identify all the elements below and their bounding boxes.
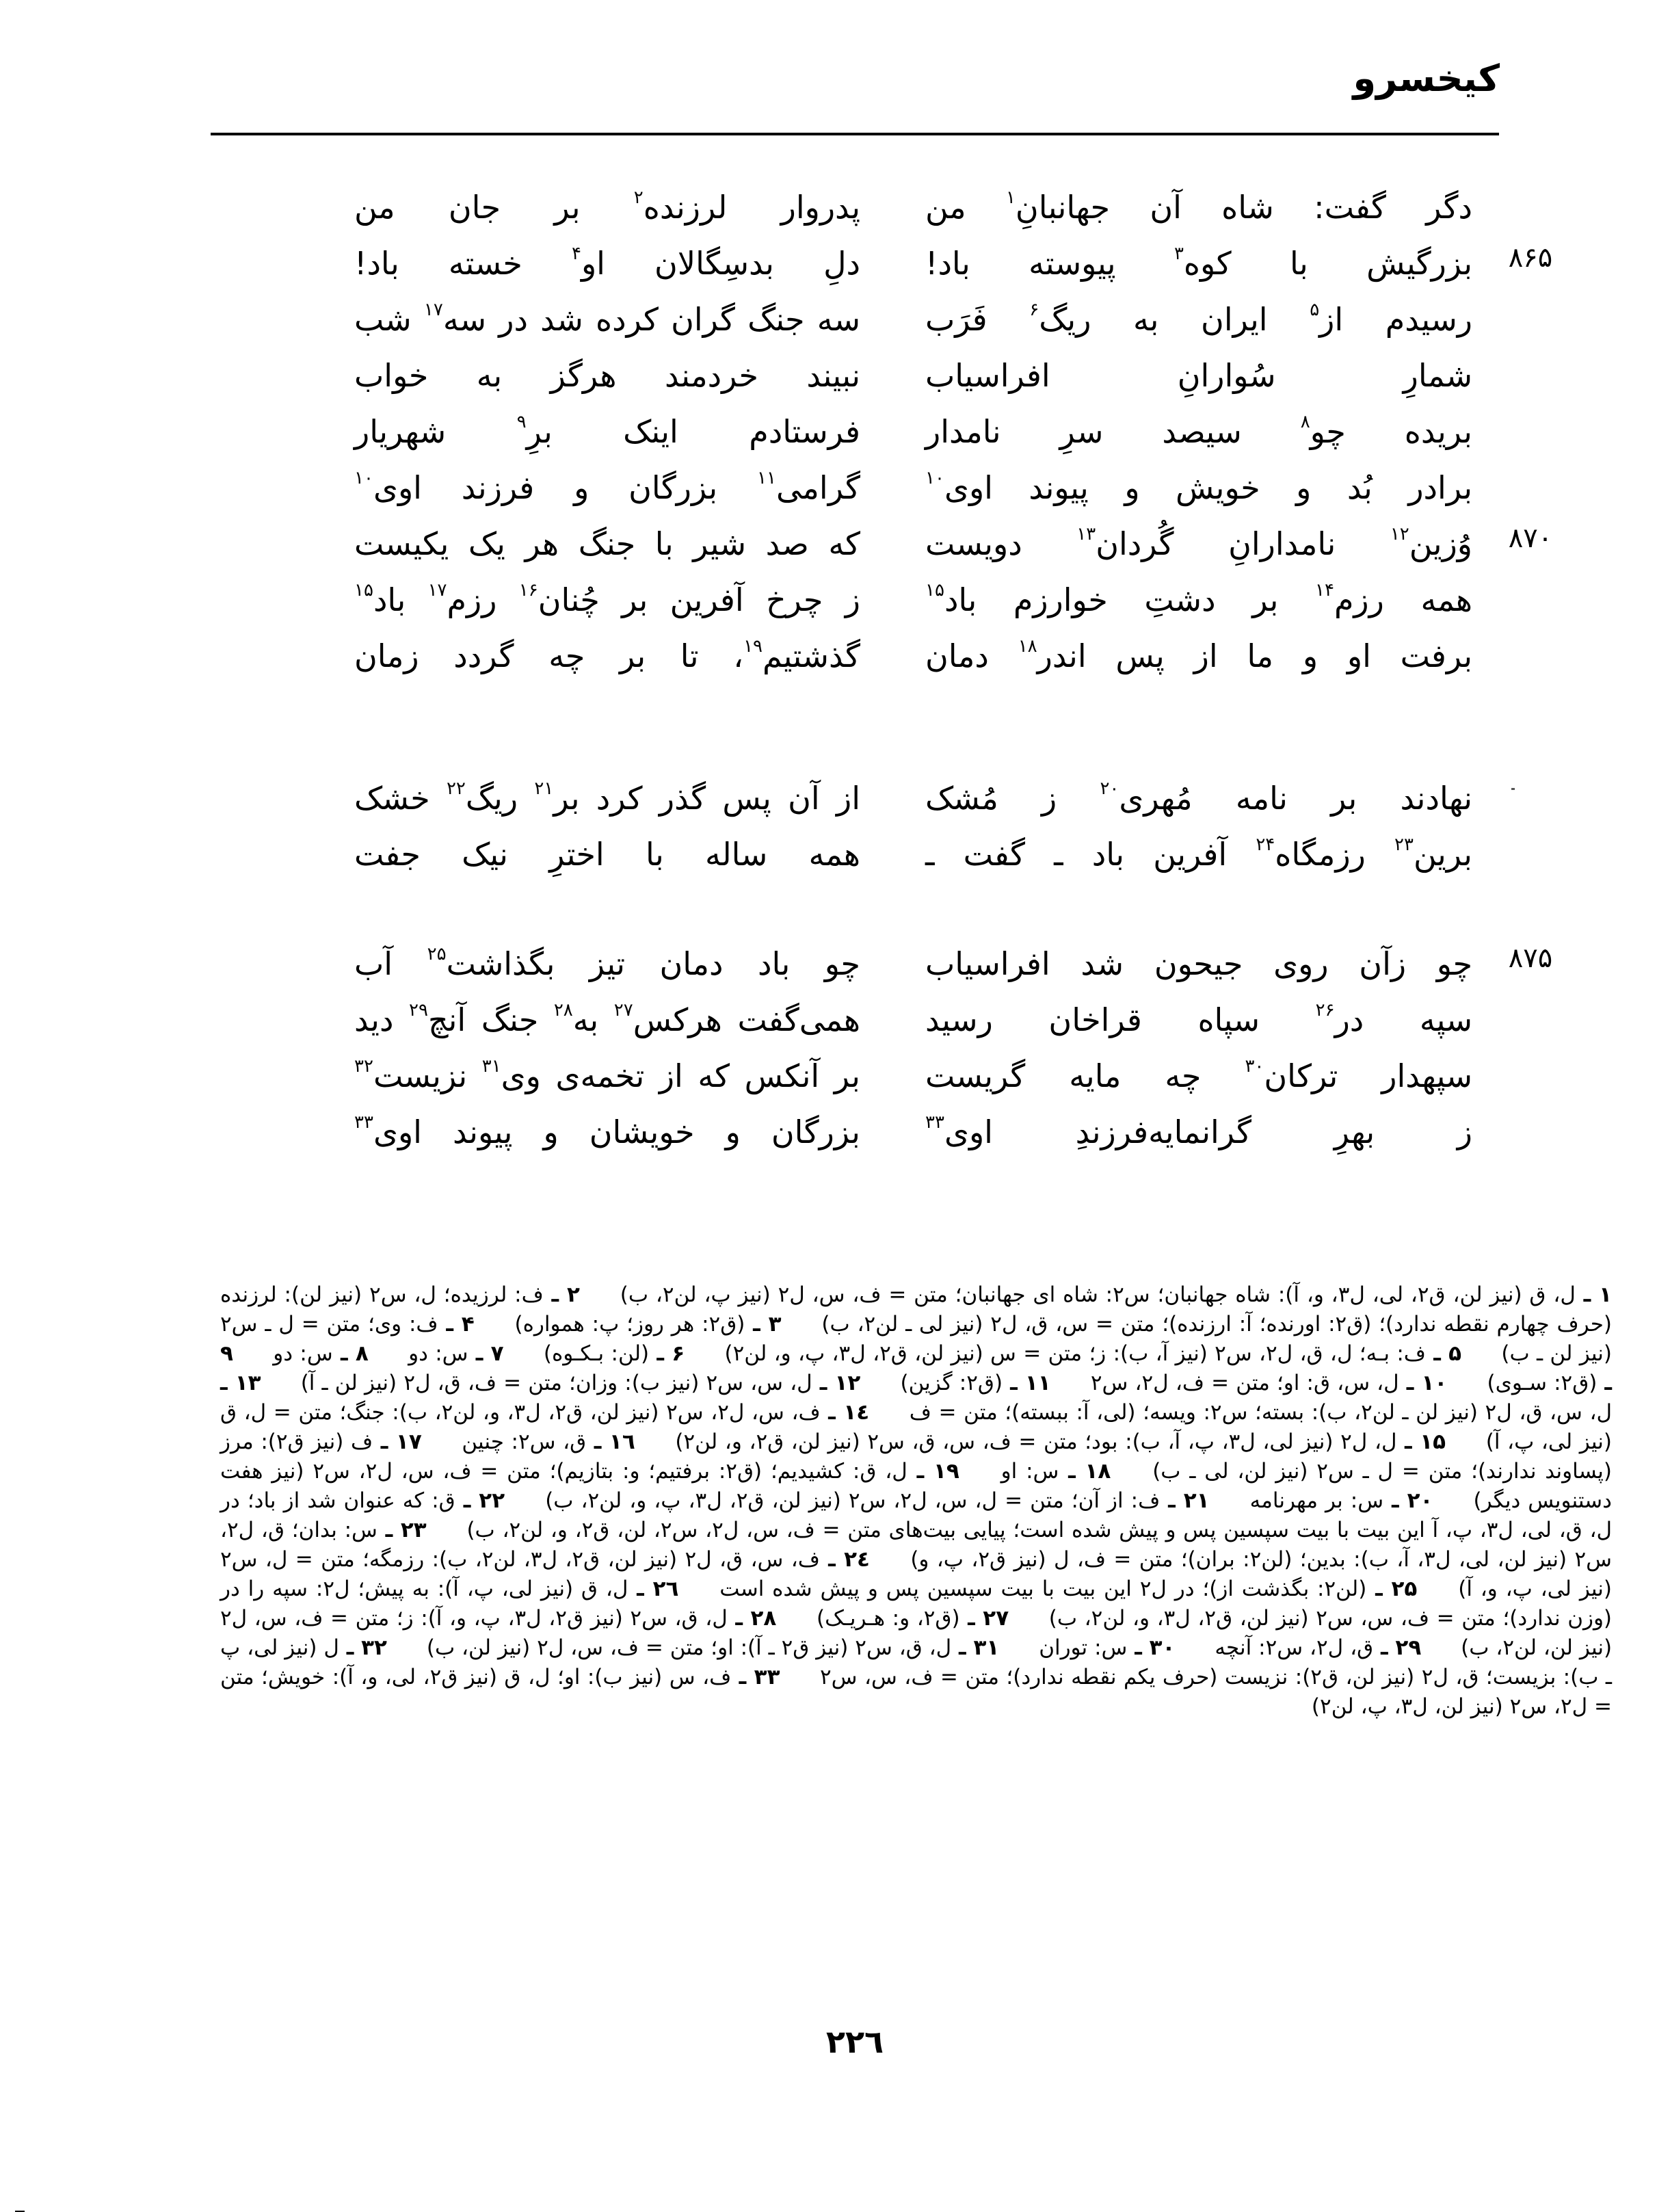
footnote-number: ۹ ـ [220,1341,1613,1395]
footnote [900,1371,1050,1395]
footnote-text: ل، ق (نیز لن، ق۲، لی، ل۳، و، آ): شاه جهانبان؛ س۲: شاه ای جهانبان؛ متن = ف، س، ل۲ (نیز پ، لن۲، ب) [620,1282,1576,1307]
footnote [1001,1459,1111,1484]
footnote-text: ف: لرزیده؛ ل، س۲ (نیز لن): لرزنده (حرف چهارم نقطه ندارد)؛ (ق۲: اورنده؛ آ: ارزنده)؛ متن = س، ق، ل۲ (نیز لی ـ لن۲، ب) [220,1282,1612,1337]
footnote [301,1371,861,1395]
footnote [620,1282,1612,1307]
footnote-number: ۲۹ ـ [1373,1635,1422,1660]
footnote-text: ل، ق، س۲ (نیز ق۲ ـ آ): او؛ متن = ف، س، ل۲ (نیز لن، ب) [426,1635,952,1660]
footnote-text: (ق۲: گزین) [900,1371,1003,1395]
running-title: کیخسرو [1353,57,1500,100]
footnote-number: ۲٦ ـ [628,1577,679,1601]
verse-line [0,347,1657,404]
footnote-number: ۵ ـ [1425,1341,1461,1366]
footnotes [220,1280,1612,1722]
footnote [725,1341,1461,1366]
footnote-number: ۲۱ ـ [1160,1488,1210,1513]
footnote-number: ۱۹ ـ [907,1459,959,1484]
first-hemistich: برادر بُد و خویش و پیوند اوی$^{۱۰}$ [925,468,1472,506]
second-hemistich: پدروار لرزنده$^۲$ بر جان من [354,187,860,226]
footnote-text: ل، ق، س۲ (نیز ق۲، ل۳، پ، و، آ): ز؛ متن = ف، س، ل۲ (نیز لن، لن۲، ب) [220,1606,1613,1660]
verse-line [0,179,1657,235]
footnote-text: ق، س۲: چنین [462,1430,587,1454]
footnote-text: ل، ق (نیز لی، پ، آ): به پیش؛ ل۲: سپه را در (وزن ندارد)؛ متن = ف، س، س۲ (نیز لن، ق۲، ل۳، و، لن۲، ب) [220,1577,1613,1631]
first-hemistich: دگر گفت: شاه آن جهانبانِ$^۱$ من [925,187,1473,226]
footnote-text: (لن: بـکـوه) [543,1341,650,1366]
second-hemistich: از آن پس گذر کرد بر$^{۲۱}$ ریگ$^{۲۲}$ خشک [354,778,861,817]
first-hemistich: بزرگیش با کوه$^۳$ پیوسته باد! [925,243,1472,282]
footnote [545,1488,1209,1513]
verse-number: ۸۷۰ [1508,523,1553,554]
footnote-text: ل، ل۲ (نیز لی، ل۳، پ، آ، ب): بود؛ متن = ف، س، ق، س۲ (نیز لن، ق۲، و، لن۲) [675,1430,1397,1454]
footnote-text: س: دو [408,1341,468,1366]
first-hemistich: چو زآن روی جیحون شد افراسیاب [925,945,1472,982]
first-hemistich: همه رزم$^{۱۴}$ بر دشتِ خوارزم باد$^{۱۵}$ [925,580,1473,618]
footnote-number: ۱۸ ـ [1059,1459,1111,1484]
footnote [408,1341,503,1366]
second-hemistich: سه جنگ گران کرده شد در سه$^{۱۷}$ شب [354,300,860,338]
second-hemistich: بر آنکس که از تخمه‌ی وی$^{۳۱}$ نزیست$^{۳۲}$ [354,1056,860,1094]
footnote [1091,1371,1448,1395]
verse-line [0,516,1657,572]
second-hemistich: نبیند خردمند هرگز به خواب [354,357,860,394]
footnote-number: ۱۰ ـ [1398,1371,1448,1395]
verse-line [0,1048,1657,1104]
second-hemistich: که صد شیر با جنگ هر یک یکیست [354,525,860,562]
footnote-number: ۲۷ ـ [959,1606,1009,1631]
verse-line [0,460,1657,516]
second-hemistich: بزرگان و خویشان و پیوند اوی$^{۳۳}$ [354,1112,860,1150]
footnote-text: س: او [1000,1459,1059,1484]
header-rule [211,133,1499,135]
second-hemistich: چو باد دمان تیز بگذاشت$^{۲۵}$ آب [354,944,860,982]
footnote-text: ف: از آن؛ متن = ل، س، ل۲، س۲ (نیز لن، ق۲، ل۳، پ، و، لن۲، ب) [545,1488,1161,1513]
footnote-number: ۲۵ ـ [1366,1577,1418,1601]
footnote-number: ۲۲ ـ [455,1488,505,1513]
verse-line [0,770,1657,826]
footnote-text: س: بر مهرنامه [1249,1488,1384,1513]
footnote-text: س: توران [1039,1635,1128,1660]
footnote-text: ل، س، س۲ (نیز ب): وزان؛ متن = ف، ق، ل۲ (نیز لن ـ آ) [300,1371,812,1395]
second-hemistich: ز چرخ آفرین بر چُنان$^{۱۶}$ رزم$^{۱۷}$ باد$^{۱۵}$ [354,580,861,618]
footnote-number: ۸ ـ [332,1341,369,1366]
footnote-number: ۱۱ ـ [1003,1371,1051,1395]
verse-line [0,572,1657,628]
footnote-text: ق: که عنوان شد از باد؛ در ل، ق، لی، ل۳، پ، آ این بیت با بیت سپسین پس و پیش شده است؛ پیایی بیت‌های متن = ف، س، ل۲، س۲، لن، ق۲، و، لن۲، ب) [220,1488,1613,1542]
footnote-number: ۱۷ ـ [373,1430,422,1454]
verse-number: ۸۶۵ [1508,242,1553,274]
footnote [719,1577,1417,1601]
footnote-number: ۳۱ ـ [951,1635,1000,1660]
footnote [1250,1488,1433,1513]
verse-line [0,1104,1657,1160]
footnote-number: ۱٦ ـ [586,1430,635,1454]
footnote-number: ۱٤ ـ [820,1400,870,1425]
footnote [1215,1635,1421,1660]
footnote-text: ف: بـه؛ ل، ق، ل۲، س۲ (نیز آ، ب): ز؛ متن = س (نیز لن، ق۲، ل۳، پ، و، لن۲) [724,1341,1426,1366]
footnote-text: ف، س (نیز ب): او؛ ل، ق (نیز ق۲، لی، و، آ): خویش؛ متن = ل۲، س۲ (نیز لن، ل۳، پ، لن۲) [220,1665,1612,1719]
footnote-number: ۷ ـ [468,1341,504,1366]
first-hemistich: برفت او و ما از پس اندر$^{۱۸}$ دمان [925,636,1472,674]
second-hemistich: فرستادم اینک برِ$^۹$ شهریار [354,412,861,450]
verse-line [0,628,1657,684]
verse-group [0,770,1657,882]
page-number: ۲۲٦ [825,2023,884,2060]
footnote-text: ف، س، ق، ل۲ (نیز لن، ق۲، ل۳، لن۲، ب): رزمگه؛ متن = ل، س۲ (نیز لی، پ، و، آ) [220,1547,1612,1601]
footnote-number: ۳۰ ـ [1127,1635,1176,1660]
footnote-text: ل، س، ق: او؛ متن = ف، ل۲، س۲ [1090,1371,1399,1395]
footnote [515,1312,782,1337]
verse-line [0,404,1657,460]
footnote [1039,1635,1175,1660]
first-hemistich: شمارِ سُوارانِ افراسیاب [925,357,1472,394]
footnote-number: ۳ ـ [745,1312,782,1337]
footnote-number: ۳۲ ـ [339,1635,387,1660]
second-hemistich: گذشتیم$^{۱۹}$، تا بر چه گردد زمان [354,636,860,674]
footnote-number: ۳۳ ـ [731,1665,780,1689]
footnote-text: ل، ق: کشیدیم؛ (ق۲: برفتیم؛ و: بتازیم)؛ متن = ف، س، ل۲، س۲ (نیز هفت دستنویس دیگر) [220,1459,1612,1513]
second-hemistich: دلِ بدسِگالان او$^۴$ خسته باد! [354,243,860,282]
verse-number: ۸۷۵ [1508,943,1553,974]
footnote-text: (ق۲: سـوی) [1487,1371,1598,1395]
footnote-number: ۶ ـ [649,1341,685,1366]
footnote-number: ۲ ـ [543,1282,580,1307]
footnote-text: (ق۲: هر روز؛ پ: همواره) [514,1312,745,1337]
footnote-text: ل (نیز لی، پ ـ ب): بزیست؛ ق، ل۲ (نیز لن، ق۲): نزیست (حرف یکم نقطه ندارد)؛ متن = ف، س، س۲ [220,1635,1612,1689]
footnote-number: ۲٤ ـ [819,1547,870,1572]
first-hemistich: رسیدم از$^۵$ ایران به ریگ$^۶$ فَرَب [925,300,1473,338]
footnote-text: ف: وی؛ متن = ل ـ س۲ (نیز لن ـ ب) [220,1312,1612,1366]
footnote [427,1635,999,1660]
footnote [817,1606,1009,1631]
first-hemistich: نهادند بر نامه مُهری$^{۲۰}$ ز مُشک [925,778,1472,817]
second-hemistich: همی‌گفت هرکس$^{۲۷}$ به$^{۲۸}$ جنگ آنچ$^{۲۹}$ دید [354,1000,861,1038]
footnote-number: ۱۳ ـ [220,1371,261,1395]
verse-line [0,291,1657,347]
verse-line [0,992,1657,1048]
footnote [544,1341,685,1366]
footnote [273,1341,368,1366]
verse-group [0,179,1657,684]
first-hemistich: برین$^{۲۳}$ رزمگاه$^{۲۴}$ آفرین باد ـ گفت ـ [925,834,1472,873]
footnote-text: ف (نیز ق۲): مرز (پساوند ندارند)؛ متن = ل ـ س۲ (نیز لن، لی ـ ب) [220,1430,1612,1484]
stanza-gap [0,882,1657,936]
verse-section [0,179,1657,1160]
footnote-text: (ق۲، و: هـریـک) [816,1606,960,1631]
footnote-text: س: دو [273,1341,333,1366]
footnote [462,1430,635,1454]
margin-mark [1511,788,1515,790]
footnote-number: ۲۸ ـ [727,1606,777,1631]
verse-line [0,235,1657,291]
second-hemistich: همه ساله با اخترِ نیک جفت [354,836,860,873]
first-hemistich: وُزین$^{۱۲}$ نامدارانِ گُردان$^{۱۳}$ دویست [925,524,1472,562]
verse-line [0,826,1657,882]
footnote-number: ۴ ـ [438,1312,475,1337]
footnote-number: ۲۳ ـ [377,1518,427,1542]
stanza-gap [0,684,1657,770]
first-hemistich: ز بهرِ گرانمایه‌فرزندِ اوی$^{۳۳}$ [925,1112,1472,1150]
footnote-number: ۱۵ ـ [1396,1430,1446,1454]
footnote-text: ق، ل۲، س۲: آنچه [1215,1635,1374,1660]
first-hemistich: بریده چو$^۸$ سیصد سرِ نامدار [925,412,1472,450]
footnote-text: ل، س، ق، ل۲ (نیز لن ـ لن۲، ب): بسته؛ س۲: ویسه؛ (لی، آ: ببسته)؛ متن = ف [909,1400,1612,1425]
footnote [675,1430,1446,1454]
verse-group [0,936,1657,1160]
footnote-number: ۱ ـ [1575,1282,1612,1307]
footnote-number: ۱۲ ـ [812,1371,861,1395]
footnote-number: ۲۰ ـ [1383,1488,1433,1513]
footnote-text: (لن۲: بگذشت از)؛ در ل۲ این بیت با بیت سپسین پس و پیش شده است [719,1577,1367,1601]
footnote-text: س: بدان؛ ق، ل۲، س۲ (نیز لن، لی، ل۳، آ، ب): بدین؛ (لن۲: بران)؛ متن = ف، ل (نیز ق۲، پ، و) [220,1518,1613,1572]
footnote-text: ف، س، ل۲، س۲ (نیز لن، ق۲، ل۳، و، لن۲، ب): جنگ؛ متن = ل، ق (نیز لی، پ، آ) [220,1400,1612,1454]
first-hemistich: سپه در$^{۲۶}$ سپاه قراخان رسید [925,1000,1473,1038]
second-hemistich: گرامی$^{۱۱}$ بزرگان و فرزند اوی$^{۱۰}$ [354,468,860,506]
verse-line [0,936,1657,992]
first-hemistich: سپهدار ترکان$^{۳۰}$ چه مایه گریست [925,1056,1472,1094]
